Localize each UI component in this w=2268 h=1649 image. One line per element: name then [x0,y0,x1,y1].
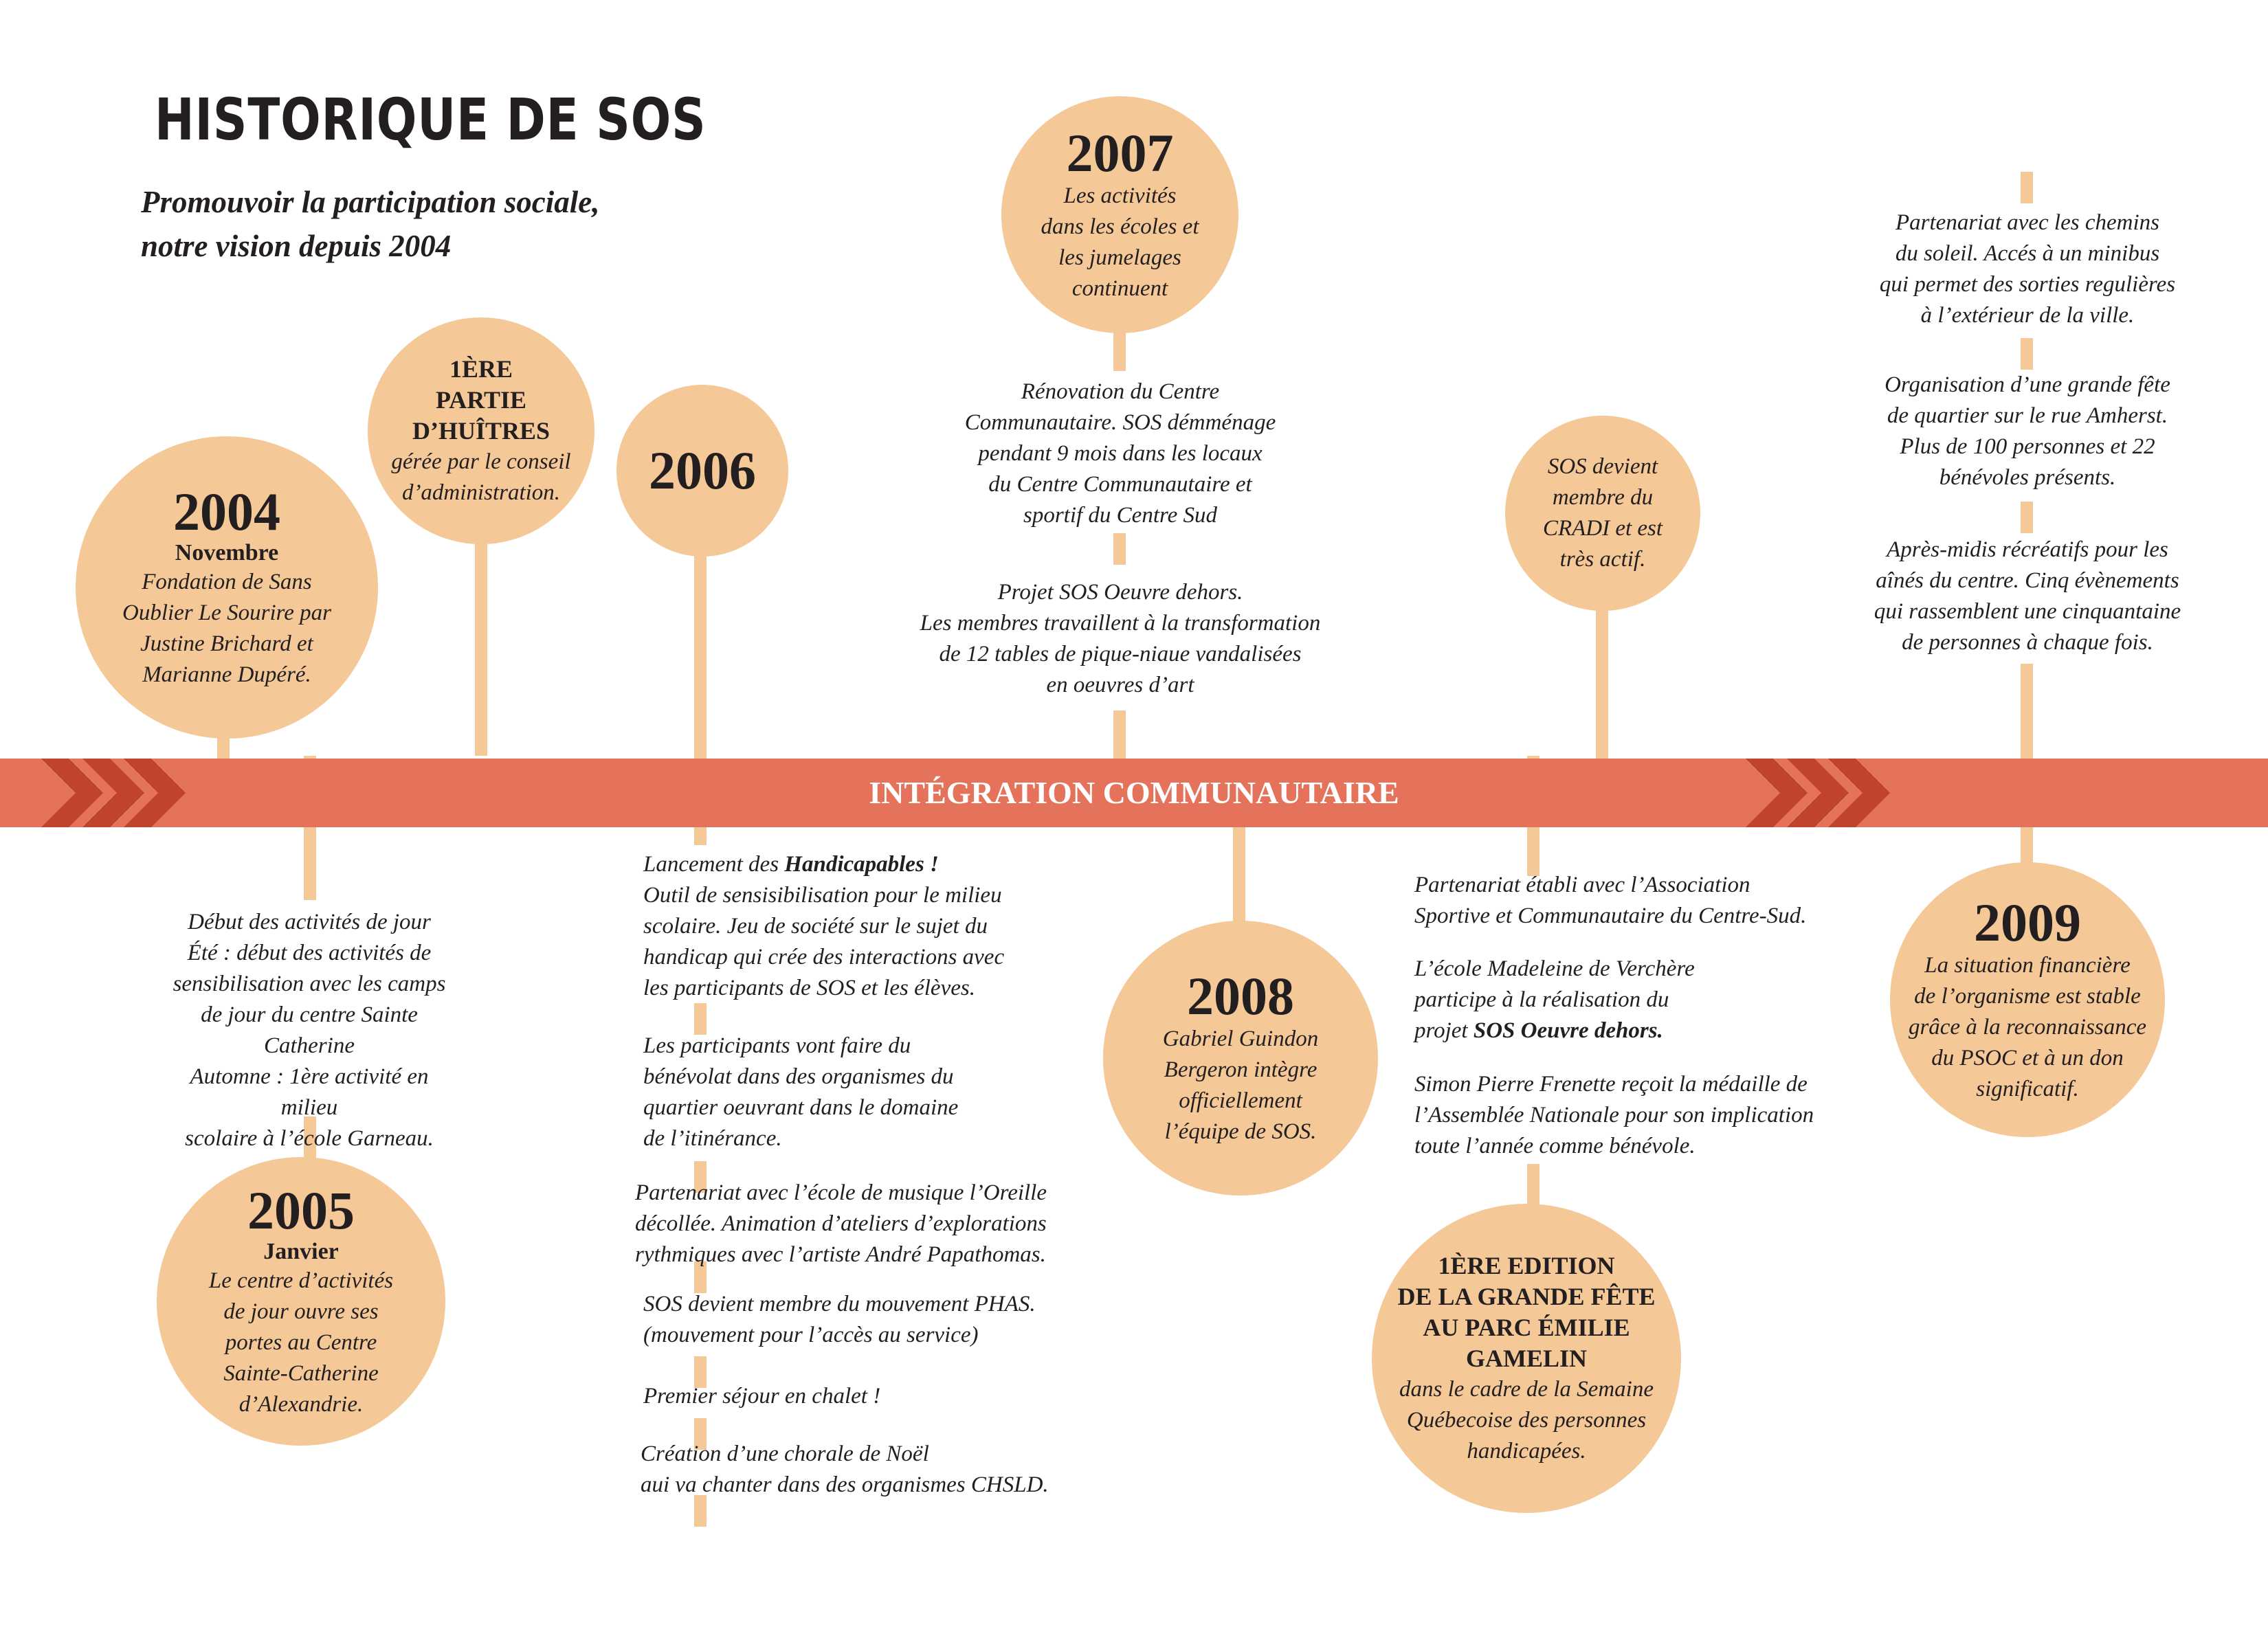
event-line: Simon Pierre Frenette reçoit la médaille de [1414,1072,1808,1097]
bubble-text: l’équipe de SOS. [1164,1119,1317,1144]
event-line: l’Assemblée Nationale pour son implication [1414,1103,1814,1128]
bubble-text: très actif. [1559,547,1646,572]
year-label: 2007 [1066,122,1174,183]
bubble-text: Justine Brichard et [140,631,313,656]
event-line: Outil de sensisibilisation pour le milieu [643,883,1002,908]
band-label: INTÉGRATION COMMUNAUTAIRE [869,775,1399,810]
event-line: qui rassemblent une cinquantaine [1874,599,2181,624]
event-line: de 12 tables de pique-niaue vandalisées [939,642,1302,666]
event-line: quartier oeuvrant dans le domaine [643,1095,959,1120]
event-line: sportif du Centre Sud [1023,503,1218,528]
event-line: Les membres travaillent à la transformation [920,611,1321,636]
event-benevolat [643,1031,1124,1154]
bubble-text: Québecoise des personnes [1406,1407,1647,1433]
event-aines [1821,535,2234,658]
month-label: Janvier [263,1238,339,1264]
year-label: 2009 [1974,892,2081,952]
event-line: SOS devient membre du mouvement PHAS. [643,1292,1036,1316]
event-line: Organisation d’une grande fête [1885,372,2170,397]
bubble-text: continuent [1071,276,1168,301]
bubble-text: dans les écoles et [1041,214,1199,239]
event-line: de l’itinérance. [643,1126,782,1151]
event-line: rythmiques avec l’artiste André Papathomas. [635,1242,1046,1267]
event-renovation [914,377,1326,531]
year-label: 2004 [173,482,280,541]
bubble-huitres [368,317,594,544]
bubble-text: les jumelages [1058,245,1181,270]
bubble-text: du PSOC et à un don [1931,1045,2124,1070]
event-line: de jour du centre Sainte Catherine [201,1002,418,1058]
bubble-2008 [1103,921,1378,1196]
event-phas [643,1289,1124,1351]
event-line: sensibilisation avec les camps [173,972,446,996]
bubble-2009 [1890,862,2165,1137]
bubble-text: d’administration. [401,480,561,505]
bubble-text: Fondation de Sans [142,570,312,594]
bubble-2007 [1001,96,1238,333]
event-line: (mouvement pour l’accès au service) [643,1323,979,1347]
year-label: 2008 [1187,966,1294,1026]
bubble-text: dans le cadre de la Semaine [1399,1376,1654,1402]
event-oeuvre-dehors [873,577,1368,701]
event-line: Communautaire. SOS démménage [964,410,1276,435]
event-line: Après-midis récréatifs pour les [1887,537,2168,562]
subtitle-line: notre vision depuis 2004 [141,229,452,263]
bubble-text: grâce à la reconnaissance [1908,1014,2147,1040]
event-activites-jour [165,907,454,1154]
event-line: du Centre Communautaire et [988,472,1252,497]
event-ascs [1414,870,1895,932]
year-label: 2006 [649,440,756,500]
event-madeleine [1414,954,1895,1046]
bubble-title: 1ÈRE EDITION [1438,1251,1615,1279]
event-line: Les participants vont faire du [643,1033,911,1058]
event-line: les participants de SOS et les élèves. [643,976,975,1000]
event-text-bold: SOS Oeuvre dehors. [1473,1018,1663,1043]
event-musique [635,1178,1144,1270]
bubble-text: La situation financière [1924,952,2131,978]
event-line: Partenariat avec les chemins [1895,210,2159,235]
subtitle-line: Promouvoir la participation sociale, [141,185,600,219]
bubble-title: GAMELIN [1465,1344,1587,1372]
bubble-text: membre du [1552,485,1654,510]
event-line: L’école Madeleine de Verchère [1414,956,1695,981]
bubble-text: d’Alexandrie. [238,1391,364,1417]
bubble-text: Sainte-Catherine [223,1360,379,1386]
bubble-cradi [1505,416,1700,611]
event-line: bénévolat dans des organismes du [643,1064,954,1089]
bubble-text: officiellement [1179,1088,1302,1113]
event-line: décollée. Animation d’ateliers d’explorations [635,1211,1047,1236]
event-line: qui permet des sorties regulières [1879,272,2176,297]
year-label: 2005 [247,1180,355,1240]
bubble-text: handicapées. [1467,1438,1586,1463]
event-text: Lancement des [643,852,785,877]
event-handicapables [643,849,1124,1004]
event-line [1414,1016,1895,1046]
bubble-text: de l’organisme est stable [1914,983,2141,1009]
bubble-title: PARTIE [435,385,527,414]
event-line: de personnes à chaque fois. [1902,630,2153,655]
event-line: Création d’une chorale de Noël [641,1442,929,1466]
event-line: toute l’année comme bénévole. [1414,1134,1696,1158]
bubble-text: CRADI et est [1542,516,1663,541]
event-line: Partenariat établi avec l’Association [1414,873,1750,897]
bubble-2006 [616,385,788,557]
bubble-title: DE LA GRANDE FÊTE [1397,1282,1656,1310]
event-line: Sportive et Communautaire du Centre-Sud. [1414,904,1807,928]
event-line: Plus de 100 personnes et 22 [1900,434,2155,459]
event-chalet [643,1381,1124,1412]
event-line: aînés du centre. Cinq évènements [1876,568,2179,593]
event-amherst [1821,370,2234,493]
event-line: scolaire. Jeu de société sur le sujet du [643,914,988,939]
event-line: à l’extérieur de la ville. [1920,303,2135,328]
bubble-grande-fete [1372,1204,1681,1513]
bubble-title: D’HUÎTRES [412,416,551,445]
bubble-text: gérée par le conseil [391,449,571,474]
event-frenette [1414,1069,1923,1162]
event-line: Début des activités de jour [188,910,431,934]
event-line: aui va chanter dans des organismes CHSLD. [641,1472,1049,1497]
bubble-text: de jour ouvre ses [223,1299,379,1324]
bubble-text: significatif. [1976,1076,2079,1101]
event-chemins-soleil [1821,207,2234,331]
event-line: pendant 9 mois dans les locaux [978,441,1263,466]
bubble-text: Bergeron intègre [1164,1057,1318,1082]
event-line: du soleil. Accés à un minibus [1895,241,2160,266]
event-line: en oeuvres d’art [1046,673,1194,697]
page-title: HISTORIQUE DE SOS [155,86,707,153]
event-line: Premier séjour en chalet ! [643,1384,881,1409]
event-text-bold: Handicapables ! [784,852,939,877]
event-line: Projet SOS Oeuvre dehors. [997,580,1243,605]
event-line: Rénovation du Centre [1021,379,1220,404]
event-text: projet [1414,1018,1474,1043]
event-line: Automne : 1ère activité en milieu [190,1064,429,1120]
bubble-text: Oublier Le Sourire par [122,601,332,625]
event-line: de quartier sur le rue Amherst. [1887,403,2168,428]
event-line: Partenariat avec l’école de musique l’Oreille [635,1180,1047,1205]
event-line: bénévoles présents. [1939,465,2116,490]
bubble-text: Marianne Dupéré. [142,662,311,687]
bubble-2004 [76,436,378,739]
bubble-text: Les activités [1063,183,1177,208]
event-chorale [641,1439,1149,1501]
bubble-text: Gabriel Guindon [1162,1027,1319,1051]
event-line: scolaire à l’école Garneau. [185,1126,434,1151]
bubble-2005 [157,1157,445,1446]
event-line: handicap qui crée des interactions avec [643,945,1005,969]
bubble-text: portes au Centre [225,1330,377,1355]
event-line: Été : début des activités de [187,941,432,965]
event-line [643,849,1124,880]
bubble-title: 1ÈRE [449,355,513,383]
month-label: Novembre [175,540,279,565]
bubble-text: Le centre d’activités [208,1268,394,1293]
bubble-text: SOS devient [1547,454,1658,479]
bubble-title: AU PARC ÉMILIE [1423,1313,1630,1341]
event-line: participe à la réalisation du [1414,987,1669,1012]
